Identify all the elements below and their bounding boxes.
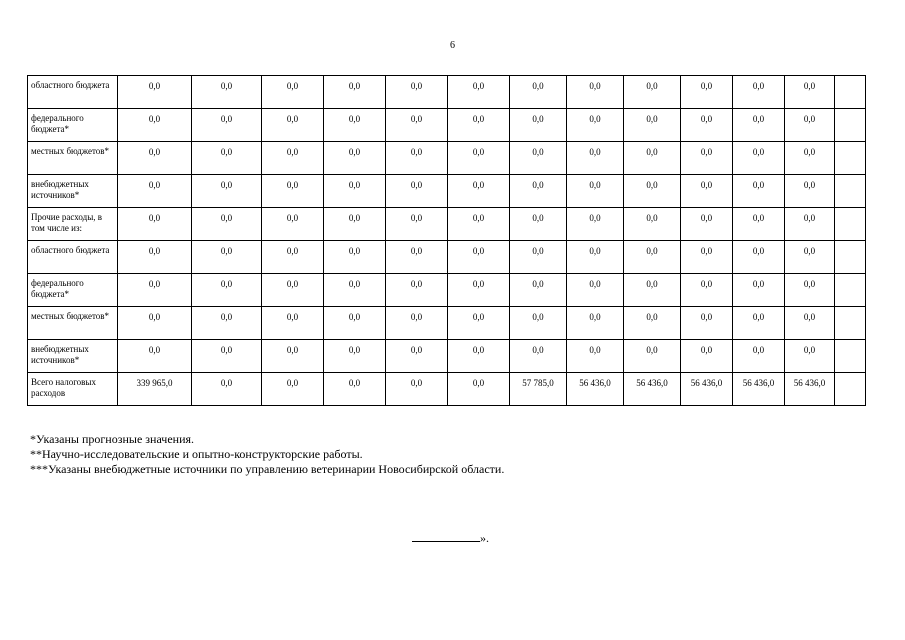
value-cell: 0,0 bbox=[386, 373, 448, 406]
value-cell: 0,0 bbox=[510, 109, 567, 142]
value-cell: 0,0 bbox=[118, 274, 192, 307]
value-cell: 0,0 bbox=[785, 208, 835, 241]
value-cell: 0,0 bbox=[681, 274, 733, 307]
value-cell: 0,0 bbox=[192, 241, 262, 274]
footnote: **Научно-исследовательские и опытно-конструкторские работы. bbox=[30, 447, 363, 461]
value-cell: 0,0 bbox=[262, 208, 324, 241]
value-cell: 0,0 bbox=[448, 76, 510, 109]
value-cell: 0,0 bbox=[262, 109, 324, 142]
value-cell: 0,0 bbox=[733, 76, 785, 109]
value-cell: 0,0 bbox=[324, 142, 386, 175]
value-cell: 0,0 bbox=[324, 307, 386, 340]
value-cell: 0,0 bbox=[510, 208, 567, 241]
value-cell: 0,0 bbox=[733, 274, 785, 307]
value-cell: 0,0 bbox=[681, 175, 733, 208]
empty-cell bbox=[835, 109, 866, 142]
value-cell: 56 436,0 bbox=[785, 373, 835, 406]
value-cell: 0,0 bbox=[567, 241, 624, 274]
row-label: федерального бюджета* bbox=[28, 274, 118, 307]
empty-cell bbox=[835, 208, 866, 241]
value-cell: 0,0 bbox=[733, 175, 785, 208]
value-cell: 0,0 bbox=[733, 340, 785, 373]
value-cell: 0,0 bbox=[448, 109, 510, 142]
value-cell: 0,0 bbox=[785, 142, 835, 175]
value-cell: 0,0 bbox=[785, 76, 835, 109]
value-cell: 0,0 bbox=[567, 307, 624, 340]
value-cell: 0,0 bbox=[624, 109, 681, 142]
value-cell: 0,0 bbox=[386, 76, 448, 109]
value-cell: 0,0 bbox=[192, 373, 262, 406]
row-label: Прочие расходы, в том числе из: bbox=[28, 208, 118, 241]
value-cell: 0,0 bbox=[733, 142, 785, 175]
value-cell: 0,0 bbox=[448, 274, 510, 307]
row-label: внебюджетных источников* bbox=[28, 175, 118, 208]
value-cell: 0,0 bbox=[510, 340, 567, 373]
value-cell: 0,0 bbox=[262, 307, 324, 340]
empty-cell bbox=[835, 373, 866, 406]
value-cell: 0,0 bbox=[192, 175, 262, 208]
value-cell: 0,0 bbox=[624, 208, 681, 241]
value-cell: 0,0 bbox=[324, 109, 386, 142]
signature-blank bbox=[412, 530, 480, 542]
table-row bbox=[28, 340, 866, 373]
value-cell: 0,0 bbox=[192, 307, 262, 340]
closing-quote: ». bbox=[480, 531, 489, 545]
table-row bbox=[28, 76, 866, 109]
value-cell: 0,0 bbox=[192, 274, 262, 307]
value-cell: 0,0 bbox=[262, 241, 324, 274]
empty-cell bbox=[835, 274, 866, 307]
value-cell: 0,0 bbox=[324, 340, 386, 373]
row-label: федерального бюджета* bbox=[28, 109, 118, 142]
value-cell: 0,0 bbox=[510, 274, 567, 307]
value-cell: 0,0 bbox=[567, 274, 624, 307]
value-cell: 56 436,0 bbox=[567, 373, 624, 406]
value-cell: 0,0 bbox=[386, 340, 448, 373]
table-row bbox=[28, 274, 866, 307]
value-cell: 0,0 bbox=[386, 208, 448, 241]
footnotes bbox=[30, 432, 504, 477]
value-cell: 0,0 bbox=[386, 307, 448, 340]
value-cell: 56 436,0 bbox=[733, 373, 785, 406]
value-cell: 0,0 bbox=[567, 76, 624, 109]
value-cell: 0,0 bbox=[448, 373, 510, 406]
value-cell: 0,0 bbox=[733, 307, 785, 340]
value-cell: 0,0 bbox=[448, 175, 510, 208]
value-cell: 0,0 bbox=[324, 241, 386, 274]
value-cell: 0,0 bbox=[567, 340, 624, 373]
row-label: Всего налоговых расходов bbox=[28, 373, 118, 406]
value-cell: 0,0 bbox=[510, 142, 567, 175]
empty-cell bbox=[835, 76, 866, 109]
value-cell: 56 436,0 bbox=[681, 373, 733, 406]
value-cell: 0,0 bbox=[510, 241, 567, 274]
value-cell: 0,0 bbox=[262, 175, 324, 208]
row-label: областного бюджета bbox=[28, 241, 118, 274]
value-cell: 0,0 bbox=[386, 175, 448, 208]
footnote: ***Указаны внебюджетные источники по управлению ветеринарии Новосибирской области. bbox=[30, 462, 505, 476]
value-cell: 0,0 bbox=[785, 340, 835, 373]
value-cell: 0,0 bbox=[624, 142, 681, 175]
value-cell: 0,0 bbox=[733, 208, 785, 241]
value-cell: 0,0 bbox=[785, 241, 835, 274]
value-cell: 0,0 bbox=[324, 373, 386, 406]
value-cell: 0,0 bbox=[567, 175, 624, 208]
value-cell: 0,0 bbox=[510, 307, 567, 340]
value-cell: 0,0 bbox=[192, 340, 262, 373]
value-cell: 0,0 bbox=[448, 142, 510, 175]
table-row bbox=[28, 208, 866, 241]
value-cell: 0,0 bbox=[324, 76, 386, 109]
table-row bbox=[28, 373, 866, 406]
value-cell: 0,0 bbox=[567, 109, 624, 142]
value-cell: 0,0 bbox=[733, 109, 785, 142]
value-cell: 0,0 bbox=[624, 76, 681, 109]
value-cell: 339 965,0 bbox=[118, 373, 192, 406]
table-row bbox=[28, 241, 866, 274]
value-cell: 0,0 bbox=[681, 142, 733, 175]
value-cell: 0,0 bbox=[324, 175, 386, 208]
value-cell: 0,0 bbox=[681, 307, 733, 340]
value-cell: 0,0 bbox=[192, 76, 262, 109]
value-cell: 0,0 bbox=[681, 241, 733, 274]
value-cell: 0,0 bbox=[624, 241, 681, 274]
row-label: местных бюджетов* bbox=[28, 307, 118, 340]
value-cell: 0,0 bbox=[448, 241, 510, 274]
value-cell: 0,0 bbox=[567, 208, 624, 241]
value-cell: 0,0 bbox=[118, 340, 192, 373]
value-cell: 0,0 bbox=[118, 175, 192, 208]
value-cell: 0,0 bbox=[118, 307, 192, 340]
value-cell: 0,0 bbox=[262, 340, 324, 373]
value-cell: 0,0 bbox=[448, 307, 510, 340]
value-cell: 57 785,0 bbox=[510, 373, 567, 406]
value-cell: 56 436,0 bbox=[624, 373, 681, 406]
value-cell: 0,0 bbox=[785, 274, 835, 307]
table-row bbox=[28, 142, 866, 175]
value-cell: 0,0 bbox=[324, 208, 386, 241]
footnote: *Указаны прогнозные значения. bbox=[30, 432, 195, 446]
value-cell: 0,0 bbox=[785, 109, 835, 142]
value-cell: 0,0 bbox=[733, 241, 785, 274]
value-cell: 0,0 bbox=[785, 175, 835, 208]
value-cell: 0,0 bbox=[681, 340, 733, 373]
value-cell: 0,0 bbox=[386, 109, 448, 142]
table-row bbox=[28, 175, 866, 208]
value-cell: 0,0 bbox=[567, 142, 624, 175]
value-cell: 0,0 bbox=[681, 76, 733, 109]
value-cell: 0,0 bbox=[262, 76, 324, 109]
value-cell: 0,0 bbox=[681, 208, 733, 241]
value-cell: 0,0 bbox=[624, 307, 681, 340]
value-cell: 0,0 bbox=[262, 142, 324, 175]
value-cell: 0,0 bbox=[510, 175, 567, 208]
value-cell: 0,0 bbox=[118, 241, 192, 274]
value-cell: 0,0 bbox=[262, 373, 324, 406]
value-cell: 0,0 bbox=[192, 109, 262, 142]
value-cell: 0,0 bbox=[192, 142, 262, 175]
empty-cell bbox=[835, 340, 866, 373]
value-cell: 0,0 bbox=[118, 109, 192, 142]
empty-cell bbox=[835, 175, 866, 208]
value-cell: 0,0 bbox=[386, 241, 448, 274]
value-cell: 0,0 bbox=[118, 208, 192, 241]
page-number: 6 bbox=[450, 40, 455, 51]
value-cell: 0,0 bbox=[386, 142, 448, 175]
value-cell: 0,0 bbox=[448, 340, 510, 373]
empty-cell bbox=[835, 241, 866, 274]
value-cell: 0,0 bbox=[681, 109, 733, 142]
value-cell: 0,0 bbox=[192, 208, 262, 241]
budget-table bbox=[27, 75, 866, 406]
value-cell: 0,0 bbox=[510, 76, 567, 109]
table-row bbox=[28, 109, 866, 142]
value-cell: 0,0 bbox=[262, 274, 324, 307]
empty-cell bbox=[835, 142, 866, 175]
value-cell: 0,0 bbox=[118, 76, 192, 109]
row-label: местных бюджетов* bbox=[28, 142, 118, 175]
value-cell: 0,0 bbox=[448, 208, 510, 241]
row-label: внебюджетных источников* bbox=[28, 340, 118, 373]
value-cell: 0,0 bbox=[624, 274, 681, 307]
value-cell: 0,0 bbox=[386, 274, 448, 307]
value-cell: 0,0 bbox=[324, 274, 386, 307]
closing-line bbox=[412, 530, 489, 546]
empty-cell bbox=[835, 307, 866, 340]
value-cell: 0,0 bbox=[624, 340, 681, 373]
value-cell: 0,0 bbox=[785, 307, 835, 340]
table-row bbox=[28, 307, 866, 340]
value-cell: 0,0 bbox=[118, 142, 192, 175]
value-cell: 0,0 bbox=[624, 175, 681, 208]
row-label: областного бюджета bbox=[28, 76, 118, 109]
